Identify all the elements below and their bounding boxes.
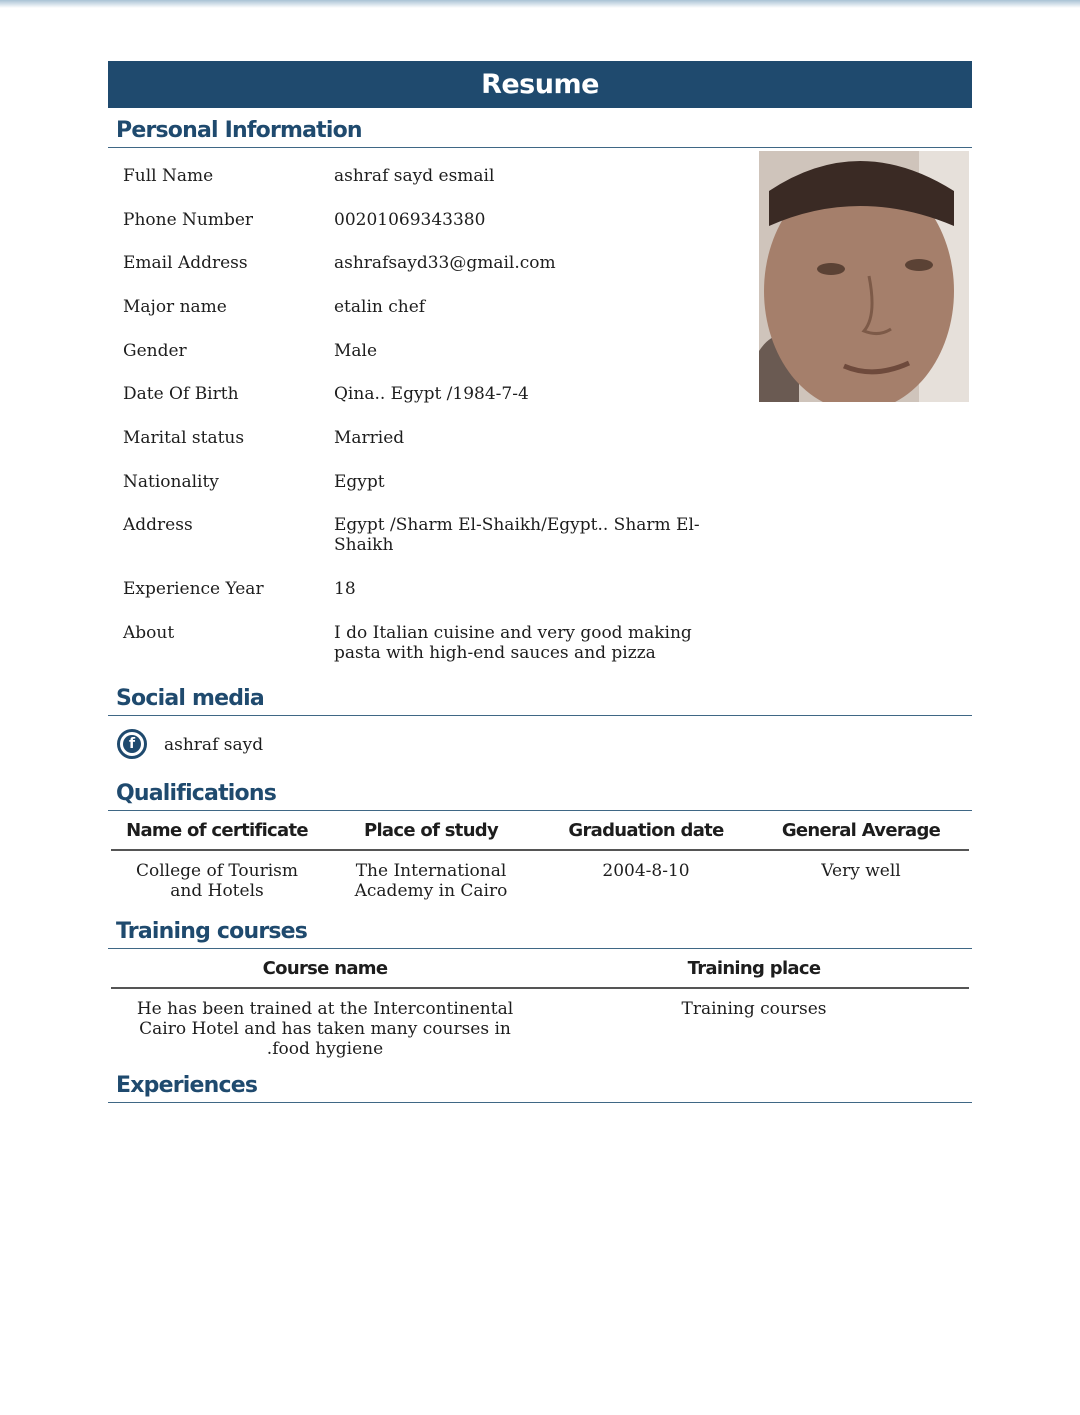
social-media-heading: Social media xyxy=(108,676,972,716)
column-header: Name of certificate xyxy=(111,811,323,850)
table-cell: College of Tourism and Hotels xyxy=(135,861,299,901)
info-value: ashraf sayd esmail xyxy=(334,166,495,186)
social-account-name[interactable]: ashraf sayd xyxy=(164,735,264,755)
table-header-row xyxy=(111,949,969,988)
training-table xyxy=(111,949,969,1063)
column-header: Course name xyxy=(111,949,539,988)
info-value: 00201069343380 xyxy=(334,210,486,230)
table-header-row xyxy=(111,811,969,850)
info-value: Married xyxy=(334,428,405,448)
info-value: Qina.. Egypt /1984-7-4 xyxy=(334,384,529,404)
profile-photo-illustration xyxy=(759,151,969,402)
resume-banner xyxy=(108,61,972,108)
qualifications-heading: Qualifications xyxy=(108,771,972,811)
training-heading: Training courses xyxy=(108,909,972,949)
info-value: Male xyxy=(334,341,378,361)
info-value: Egypt xyxy=(334,472,385,492)
table-cell: He has been trained at the Intercontinental Cairo Hotel and has taken many courses in .food hygiene xyxy=(136,999,514,1059)
info-label: Gender xyxy=(123,341,187,361)
profile-photo xyxy=(759,151,969,402)
info-label: Phone Number xyxy=(123,210,254,230)
info-value: ashrafsayd33@gmail.com xyxy=(334,253,556,273)
info-label: Address xyxy=(123,515,193,535)
info-value: etalin chef xyxy=(334,297,426,317)
personal-info-heading: Personal Information xyxy=(108,108,972,148)
info-value: I do Italian cuisine and very good making pasta with high-end sauces and pizza xyxy=(334,623,692,663)
column-header: Graduation date xyxy=(539,811,753,850)
table-row xyxy=(111,850,969,909)
facebook-glyph: f xyxy=(123,735,141,753)
column-header: General Average xyxy=(753,811,969,850)
qualifications-table xyxy=(111,811,969,909)
table-cell: The International Academy in Cairo xyxy=(354,861,508,901)
facebook-icon[interactable] xyxy=(117,729,147,759)
experiences-heading: Experiences xyxy=(108,1063,972,1103)
social-media-section xyxy=(108,716,972,771)
top-edge-shadow xyxy=(0,0,1080,8)
info-label: Experience Year xyxy=(123,579,264,599)
info-label: Nationality xyxy=(123,472,219,492)
info-value: Egypt /Sharm El-Shaikh/Egypt.. Sharm El-Shaikh xyxy=(334,515,700,555)
info-label: Date Of Birth xyxy=(123,384,239,404)
table-row xyxy=(111,988,969,1063)
table-cell: 2004-8-10 xyxy=(602,861,690,881)
info-label: Email Address xyxy=(123,253,248,273)
info-label: About xyxy=(123,623,175,643)
table-cell: Training courses xyxy=(681,999,827,1019)
column-header: Training place xyxy=(539,949,969,988)
table-cell: Very well xyxy=(821,861,901,881)
info-label: Full Name xyxy=(123,166,214,186)
info-value: 18 xyxy=(334,579,356,599)
column-header: Place of study xyxy=(323,811,539,850)
info-label: Marital status xyxy=(123,428,245,448)
resume-page xyxy=(108,61,972,1103)
personal-info-section xyxy=(108,148,972,676)
resume-title: Resume xyxy=(481,69,599,100)
info-label: Major name xyxy=(123,297,227,317)
